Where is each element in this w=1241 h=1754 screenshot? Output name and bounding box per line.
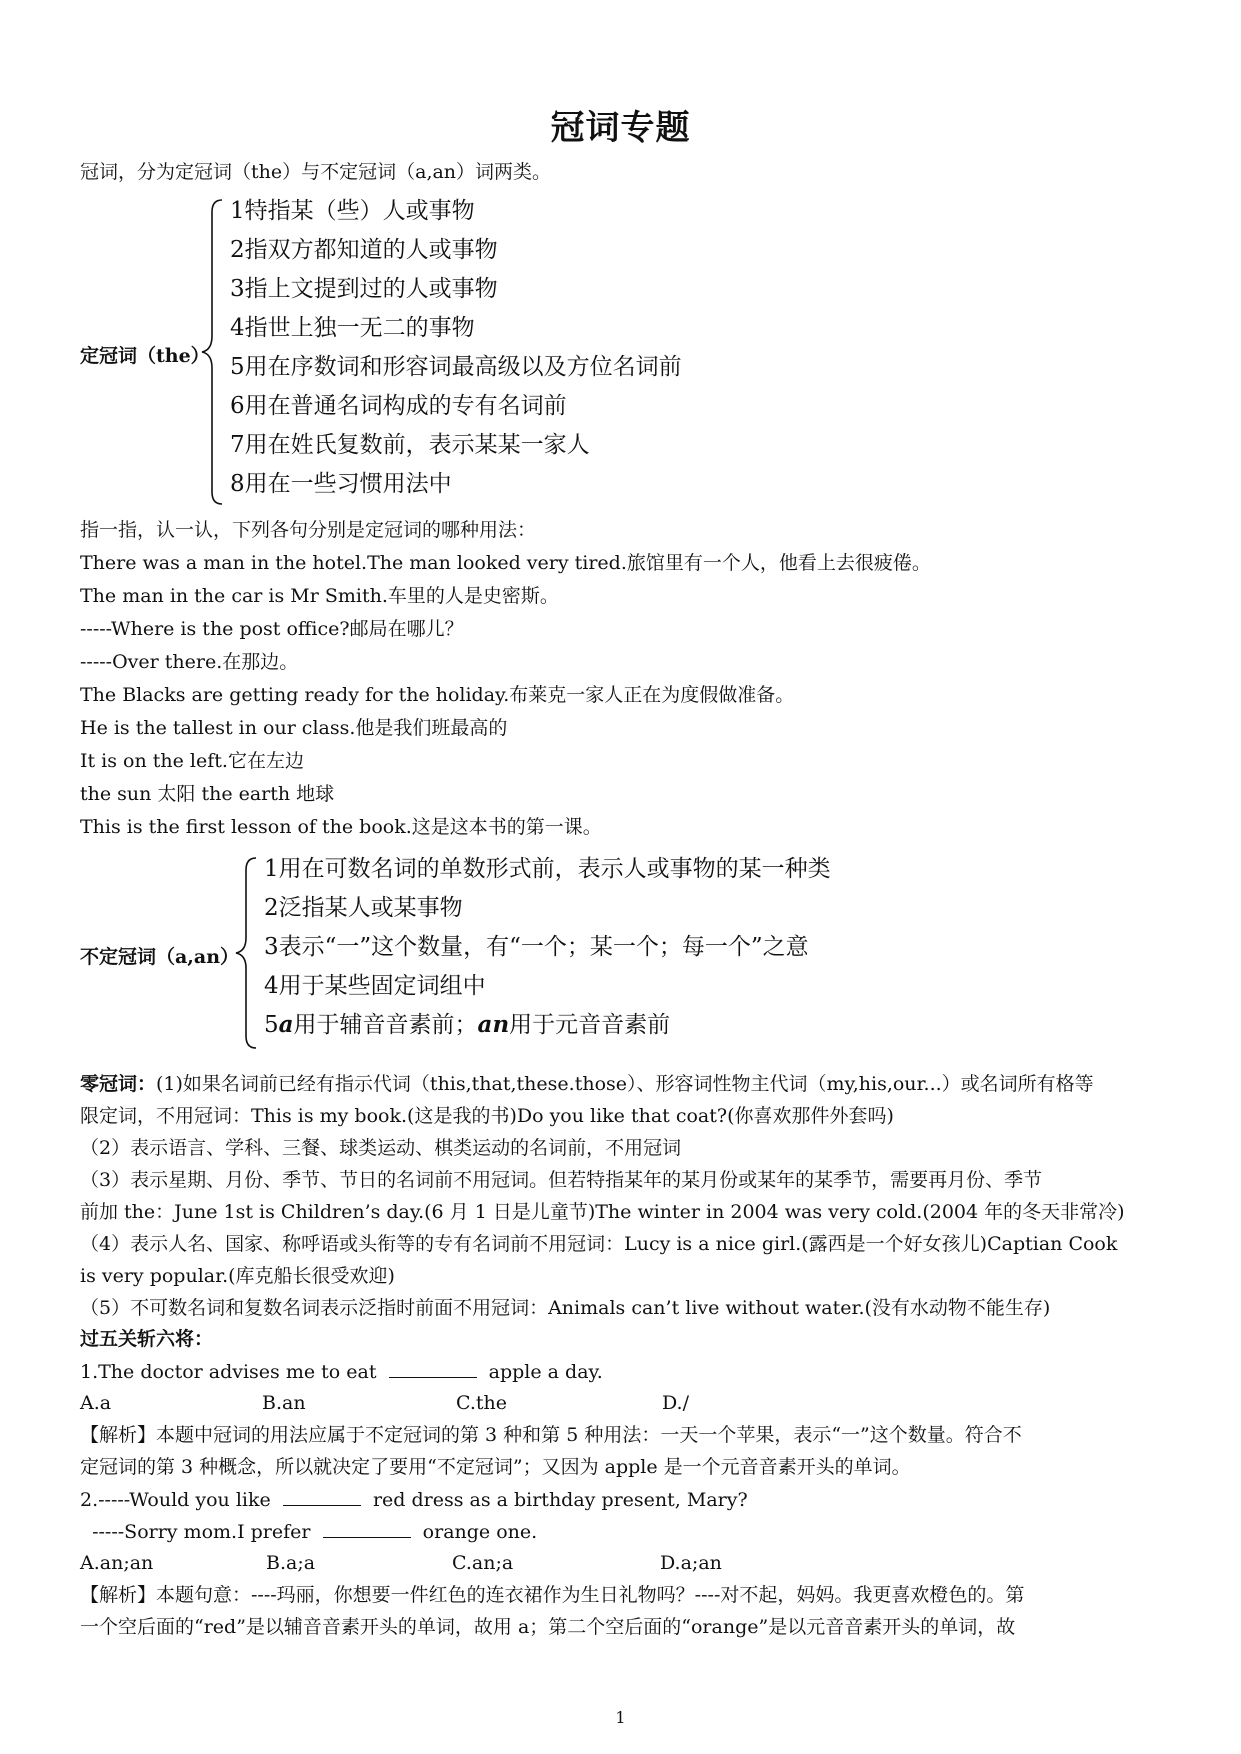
definite-item: 2指双方都知道的人或事物 [230,237,498,263]
quiz-heading: 过五关斩六将： [80,1328,214,1350]
q2-option: B.a;a [266,1552,316,1574]
q1-blank[interactable] [389,1359,477,1378]
q1-explain: 【解析】本题中冠词的用法应属于不定冠词的第 3 种和第 5 种用法：一天一个苹果，表示“一”这个数量。符合不 [80,1424,1022,1446]
intro-text: 冠词，分为定冠词（the）与不定冠词（a,an）词两类。 [80,161,552,183]
q2-blank-2[interactable] [323,1519,411,1538]
page-title: 冠词专题 [550,108,691,148]
zero-line: （3）表示星期、月份、季节、节日的名词前不用冠词。但若特指某年的某月份或某年的某季节，需要再月份、季节 [80,1169,1043,1191]
zero-line: 前加 the：June 1st is Children’s day.(6 月 1 日是儿童节)The winter in 2004 was very cold.(2004 年的冬天非常冷) [80,1201,1125,1223]
example-line: This is the first lesson of the book.这是这本书的第一课。 [80,816,602,838]
q2-stem2-a: -----Sorry mom.I prefer [80,1521,311,1543]
zero-line: is very popular.(库克船长很受欢迎) [80,1265,395,1287]
indefinite-item-5 [264,1010,670,1040]
q2-stem1-a: 2.-----Would you like [80,1489,271,1511]
zero-line: （5）不可数名词和复数名词表示泛指时前面不用冠词：Animals can’t live without water.(没有水动物不能生存) [80,1297,1051,1319]
q1-option: B.an [262,1392,306,1414]
zero-line: 限定词，不用冠词：This is my book.(这是我的书)Do you like that coat?(你喜欢那件外套吗) [80,1105,894,1127]
indefinite-brace [232,854,262,1052]
item5-an: an [477,1011,510,1038]
q1-explain: 定冠词的第 3 种概念，所以就决定了要用“不定冠词”；又因为 apple 是一个元音音素开头的单词。 [80,1456,911,1478]
definite-item: 8用在一些习惯用法中 [230,471,452,497]
q1-option: C.the [456,1392,508,1414]
item5-text1: 用于辅音音素前； [293,1012,478,1038]
q2-option: D.a;an [660,1552,722,1574]
example-line: the sun 太阳 the earth 地球 [80,783,335,805]
indefinite-item: 3表示“一”这个数量，有“一个；某一个；每一个”之意 [264,934,809,960]
example-line: It is on the left.它在左边 [80,750,304,772]
item5-a: a [278,1011,294,1038]
page-number: 1 [615,1708,626,1727]
q2-option: A.an;an [80,1552,154,1574]
zero-line-1 [80,1072,1094,1096]
example-line: The Blacks are getting ready for the holiday.布莱克一家人正在为度假做准备。 [80,684,795,706]
example-line: He is the tallest in our class.他是我们班最高的 [80,717,508,739]
q1-stem [80,1359,603,1384]
q1-option: D./ [662,1392,689,1414]
item5-number: 5 [264,1012,279,1038]
q1-stem-a: 1.The doctor advises me to eat [80,1361,377,1383]
definite-item: 1特指某（些）人或事物 [230,198,475,224]
item5-text2: 用于元音音素前 [509,1012,671,1038]
q2-blank-1[interactable] [283,1487,361,1506]
q2-stem-1 [80,1487,748,1512]
definite-item: 7用在姓氏复数前，表示某某一家人 [230,432,590,458]
definite-item: 4指世上独一无二的事物 [230,315,475,341]
example-line: The man in the car is Mr Smith.车里的人是史密斯。 [80,585,559,607]
q2-stem1-b: red dress as a birthday present, Mary? [372,1489,748,1511]
definite-item: 5用在序数词和形容词最高级以及方位名词前 [230,354,682,380]
q2-option: C.an;a [452,1552,514,1574]
q1-option: A.a [80,1392,112,1414]
q2-explain: 一个空后面的“red”是以辅音音素开头的单词，故用 a；第二个空后面的“orange”是以元音音素开头的单词，故 [80,1616,1016,1638]
indefinite-item: 4用于某些固定词组中 [264,973,486,999]
zero-text: (1)如果名词前已经有指示代词（this,that,these.those）、形容词性物主代词（my,his,our...）或名词所有格等 [156,1073,1094,1095]
q2-stem2-b: orange one. [422,1521,538,1543]
definite-brace [198,196,228,508]
example-line: There was a man in the hotel.The man looked very tired.旅馆里有一个人，他看上去很疲倦。 [80,552,931,574]
definite-label: 定冠词（the） [80,345,210,367]
q2-explain: 【解析】本题句意：----玛丽，你想要一件红色的连衣裙作为生日礼物吗？----对不起，妈妈。我更喜欢橙色的。第 [80,1584,1025,1606]
indefinite-item: 1用在可数名词的单数形式前，表示人或事物的某一种类 [264,856,831,882]
zero-line: （2）表示语言、学科、三餐、球类运动、棋类运动的名词前，不用冠词 [80,1137,682,1159]
definite-item: 6用在普通名词构成的专有名词前 [230,393,567,419]
zero-line: （4）表示人名、国家、称呼语或头衔等的专有名词前不用冠词：Lucy is a nice girl.(露西是一个好女孩儿)Captian Cook [80,1233,1118,1255]
zero-label: 零冠词： [80,1073,157,1095]
definite-item: 3指上文提到过的人或事物 [230,276,498,302]
examples-intro: 指一指，认一认，下列各句分别是定冠词的哪种用法： [80,519,537,541]
q1-stem-b: apple a day. [488,1361,603,1383]
indefinite-label: 不定冠词（a,an） [80,946,240,968]
q2-stem-2 [80,1519,537,1544]
example-line: -----Over there.在那边。 [80,651,299,673]
indefinite-item: 2泛指某人或某事物 [264,895,463,921]
example-line: -----Where is the post office?邮局在哪儿？ [80,618,464,640]
